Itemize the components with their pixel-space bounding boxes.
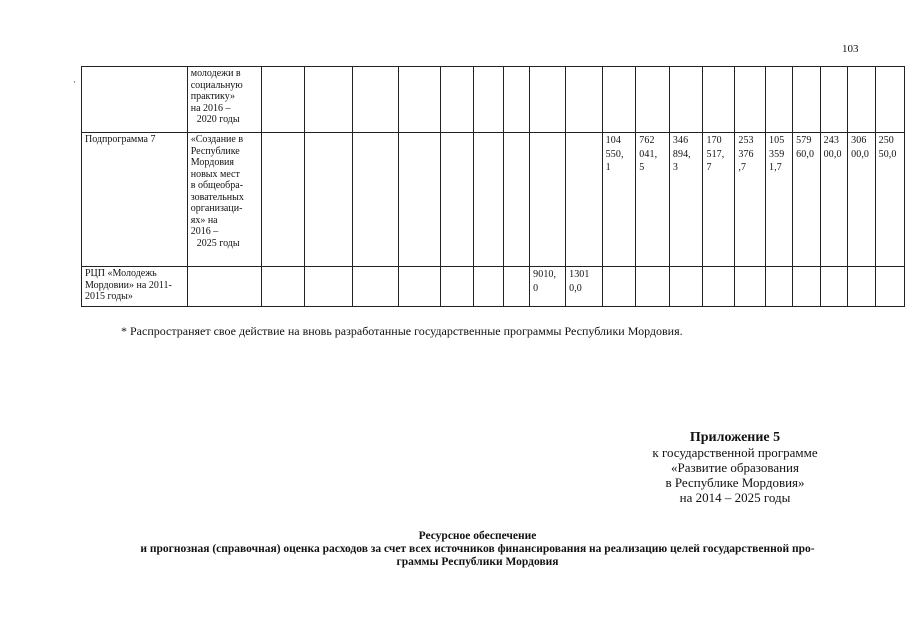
name-line: зовательных [190, 191, 244, 203]
empty-cell [305, 133, 353, 267]
appendix-line: в Республике Мордовия» [665, 475, 805, 490]
name-line: практику» [190, 91, 235, 102]
empty-cell [305, 267, 353, 307]
value-part: 9010, [533, 269, 557, 280]
empty-cell [305, 67, 353, 133]
empty-cell [703, 67, 735, 133]
empty-cell [820, 67, 847, 133]
value-part: 359 [769, 148, 785, 160]
value-cell [566, 267, 603, 307]
empty-cell [473, 267, 503, 307]
value-part: 346 [672, 135, 689, 146]
name-line: 2020 годы [196, 114, 240, 125]
appendix-line: «Развитие образования [671, 460, 799, 475]
value-part: 253 [738, 135, 754, 146]
empty-cell [766, 267, 793, 307]
program-line: Мордовии» на 2011- [85, 279, 172, 291]
value-cell [602, 133, 636, 267]
value-cell [793, 133, 820, 267]
value-part: 00,0 [823, 148, 842, 160]
appendix-title: Приложение 5 [689, 430, 781, 445]
value-part: 517, [706, 148, 725, 160]
empty-cell [766, 67, 793, 133]
empty-cell [602, 67, 636, 133]
name-line: молодежи в [190, 68, 241, 79]
value-cell [636, 133, 670, 267]
program-line: РЦП «Молодежь [85, 268, 157, 279]
value-part: 250 [878, 135, 894, 146]
section-title-line: граммы Республики Мордовия [396, 556, 559, 568]
empty-cell [875, 67, 904, 133]
value-part: 894, [672, 148, 691, 160]
name-line: 2025 годы [196, 237, 240, 249]
resource-table [81, 66, 905, 307]
section-title-line: и прогнозная (справочная) оценка расходов за счет всех источников финансирования на реализацию целей государственной про- [140, 543, 815, 555]
value-part: 376 [738, 148, 754, 160]
name-line: организаци- [190, 203, 243, 214]
subprogram-name-cell [187, 67, 262, 133]
name-line: ях» на [190, 214, 218, 226]
value-part: 104 [605, 135, 621, 146]
table-row [82, 133, 905, 267]
empty-cell [441, 133, 473, 267]
value-part: 550, [605, 148, 624, 160]
empty-cell [504, 133, 530, 267]
empty-cell [848, 67, 875, 133]
empty-cell [473, 133, 503, 267]
empty-cell [353, 133, 398, 267]
value-part: 3 [672, 162, 678, 173]
value-cell [669, 133, 703, 267]
empty-cell [793, 267, 820, 307]
name-line: Мордовия [190, 157, 235, 168]
value-part: 7 [706, 162, 712, 173]
page-number: 103 [842, 43, 859, 55]
empty-cell [820, 267, 847, 307]
appendix-line: к государственной программе [652, 445, 818, 460]
value-cell [703, 133, 735, 267]
empty-cell [398, 267, 441, 307]
stray-mark: · [73, 77, 76, 87]
empty-cell [262, 133, 305, 267]
value-part: 1301 [569, 269, 590, 280]
value-part: 579 [796, 135, 812, 146]
empty-cell [353, 67, 398, 133]
table-row [82, 267, 905, 307]
value-part: 762 [639, 135, 655, 146]
empty-cell [703, 267, 735, 307]
name-line: на 2016 – [190, 102, 231, 114]
program-cell: Подпрограмма 7 [82, 133, 188, 267]
empty-cell [262, 267, 305, 307]
empty-cell [602, 267, 636, 307]
value-cell [735, 133, 766, 267]
empty-cell [669, 267, 703, 307]
value-part: ,7 [738, 162, 747, 173]
appendix-line: на 2014 – 2025 годы [679, 490, 791, 505]
empty-cell [262, 67, 305, 133]
name-line: «Создание в [190, 134, 244, 145]
empty-cell [669, 67, 703, 133]
empty-cell [636, 267, 670, 307]
empty-cell [793, 67, 820, 133]
value-part: 1 [605, 162, 611, 173]
footnote: * Распространяет свое действие на вновь разработанные государственные программы Республики Мордовия. [121, 324, 683, 338]
section-title [60, 530, 895, 569]
value-part: 170 [706, 135, 722, 146]
value-part: 105 [769, 135, 785, 146]
name-line: Республике [190, 145, 240, 157]
table-row [82, 67, 905, 133]
empty-cell [735, 267, 766, 307]
program-line: 2015 годы» [85, 291, 133, 302]
empty-cell [441, 67, 473, 133]
empty-cell [473, 67, 503, 133]
value-cell [848, 133, 875, 267]
value-part: 00,0 [851, 148, 870, 160]
value-cell [766, 133, 793, 267]
empty-cell [398, 133, 441, 267]
empty-cell [566, 67, 603, 133]
program-cell [82, 267, 188, 307]
empty-cell [504, 67, 530, 133]
empty-cell [353, 267, 398, 307]
empty-cell [735, 67, 766, 133]
section-title-line: Ресурсное обеспечение [418, 530, 537, 542]
value-cell [530, 267, 566, 307]
value-part: 306 [851, 135, 867, 146]
value-part: 041, [639, 148, 658, 160]
value-part: 1,7 [769, 162, 782, 173]
empty-cell [566, 133, 603, 267]
subprogram-name-cell [187, 133, 262, 267]
program-cell [82, 67, 188, 133]
value-cell [820, 133, 847, 267]
value-part: 243 [823, 135, 839, 146]
empty-cell [848, 267, 875, 307]
empty-cell [875, 267, 904, 307]
empty-cell [530, 67, 566, 133]
value-part: 50,0 [878, 148, 897, 160]
empty-cell [636, 67, 670, 133]
appendix-header [600, 430, 870, 505]
value-part: 0,0 [569, 282, 582, 294]
value-part: 5 [639, 162, 645, 173]
empty-cell [187, 267, 262, 307]
name-line: в общеобра- [190, 180, 244, 191]
empty-cell [441, 267, 473, 307]
name-line: 2016 – [190, 226, 219, 237]
name-line: социальную [190, 79, 243, 91]
value-part: 0 [533, 282, 539, 294]
name-line: новых мест [190, 168, 240, 180]
value-cell [875, 133, 904, 267]
empty-cell [504, 267, 530, 307]
value-part: 60,0 [796, 148, 815, 160]
empty-cell [398, 67, 441, 133]
empty-cell [530, 133, 566, 267]
